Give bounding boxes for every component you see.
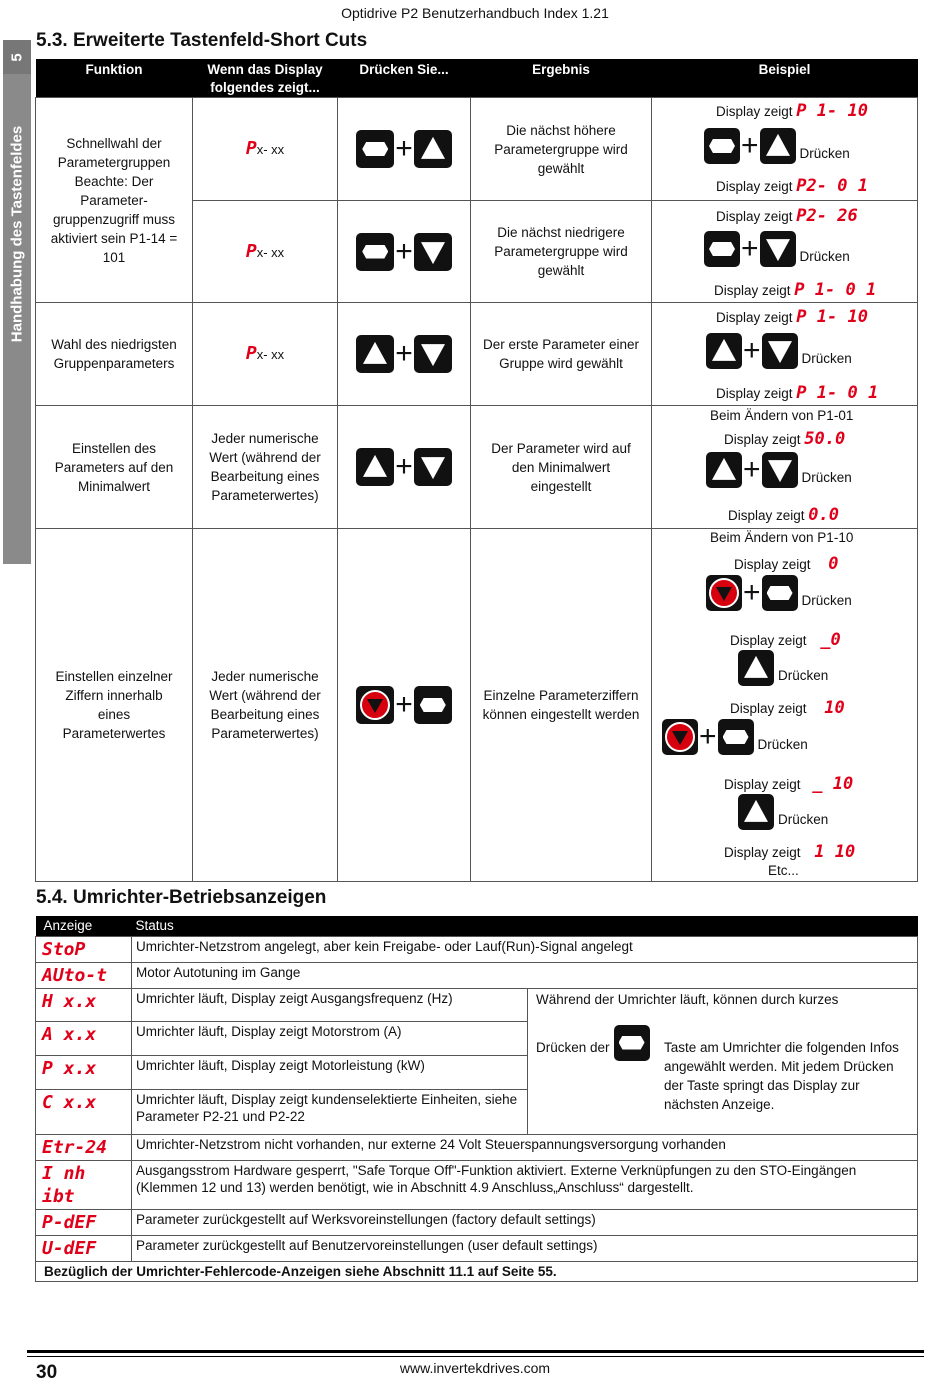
footer-website: www.invertekdrives.com bbox=[399, 1360, 551, 1376]
plus-icon: + bbox=[395, 450, 413, 483]
plus-icon: + bbox=[699, 720, 717, 753]
table-row bbox=[36, 529, 918, 882]
ergebnis-cell: Die nächst höhere Parametergruppe wird gewählt bbox=[471, 98, 652, 201]
table-row bbox=[36, 1134, 918, 1160]
keys-cell bbox=[338, 406, 471, 529]
down-key-icon bbox=[762, 452, 798, 488]
col-status: Status bbox=[132, 916, 918, 936]
beispiel-cell: Display zeigt P2- 26 + Drücken Display zeigt P 1- 0 1 bbox=[652, 201, 918, 303]
plus-icon: + bbox=[395, 337, 413, 370]
up-key-icon bbox=[414, 130, 452, 168]
navigate-key-icon bbox=[704, 128, 740, 164]
table-row bbox=[36, 1160, 918, 1209]
segment-code: P x.x bbox=[42, 1058, 97, 1080]
chapter-label: Handhabung des Tastenfeldes bbox=[8, 125, 26, 343]
col-druecken: Drücken Sie... bbox=[338, 59, 471, 98]
navigate-key-icon bbox=[356, 233, 394, 271]
plus-icon: + bbox=[743, 334, 761, 367]
status-text: Umrichter läuft, Display zeigt Motorstrom (A) bbox=[132, 1022, 528, 1056]
plus-icon: + bbox=[395, 234, 413, 268]
funktion-cell: Einstellen des Parameters auf den Minimalwert bbox=[36, 406, 193, 529]
section-5-3-title: 5.3. Erweiterte Tastenfeld-Short Cuts bbox=[36, 30, 368, 51]
display-cell: Jeder numerische Wert (während der Bearbeitung eines Parameterwertes) bbox=[193, 529, 338, 882]
ergebnis-cell: Die nächst niedrigere Parametergruppe wird gewählt bbox=[471, 201, 652, 303]
ergebnis-cell: Der Parameter wird auf den Minimalwert eingestellt bbox=[471, 406, 652, 529]
col-beispiel: Beispiel bbox=[652, 59, 918, 98]
down-key-icon bbox=[762, 333, 798, 369]
shortcuts-header-row bbox=[36, 59, 918, 98]
navigate-key-icon bbox=[704, 231, 740, 267]
up-key-icon bbox=[356, 448, 394, 486]
down-key-icon bbox=[414, 448, 452, 486]
col-display: Wenn das Display folgendes zeigt... bbox=[193, 59, 338, 98]
table-row bbox=[36, 98, 918, 201]
plus-icon: + bbox=[741, 129, 759, 162]
display-cell: Px- xx bbox=[193, 303, 338, 406]
down-key-icon bbox=[414, 335, 452, 373]
plus-icon: + bbox=[741, 232, 759, 265]
segment-code: H x.x bbox=[42, 990, 97, 1012]
display-cell: Px- xx bbox=[193, 98, 338, 201]
segment-code: AUto-t bbox=[42, 964, 108, 986]
col-funktion: Funktion bbox=[36, 59, 193, 98]
document-header: Optidrive P2 Benutzerhandbuch Index 1.21 bbox=[341, 5, 609, 21]
status-table bbox=[35, 916, 918, 1282]
plus-icon: + bbox=[743, 453, 761, 486]
beispiel-cell: Beim Ändern von P1-01 Display zeigt 50.0 + Drücken Display zeigt 0.0 bbox=[652, 406, 918, 529]
beispiel-cell: Beim Ändern von P1-10 Display zeigt 0 + Drücken Display zeigt _0 Drücken Display zeigt 10 + Drücken Display zeigt _ 10 Drücken Display zeigt 1 10 Etc... bbox=[652, 529, 918, 882]
status-text: Ausgangsstrom Hardware gesperrt, "Safe Torque Off"-Funktion aktiviert. Externe Verknüpfungen zu den STO-Eingängen (Klemmen 12 und 13) werden benötigt, wie in Abschnitt 4.9 Anschluss„Anschluss“ dargestellt. bbox=[132, 1160, 918, 1209]
navigate-key-icon bbox=[414, 686, 452, 724]
beispiel-cell: Display zeigt P 1- 10 + Drücken Display zeigt P 1- 0 1 bbox=[652, 303, 918, 406]
chapter-side-tab bbox=[3, 40, 31, 564]
keys-cell bbox=[338, 303, 471, 406]
plus-icon: + bbox=[743, 576, 761, 609]
navigate-key-icon bbox=[356, 130, 394, 168]
segment-code: C x.x bbox=[42, 1091, 97, 1113]
page-number: 30 bbox=[36, 1362, 58, 1383]
status-text: Umrichter-Netzstrom nicht vorhanden, nur externe 24 Volt Steuerspannungsversorgung vorhanden bbox=[132, 1134, 918, 1160]
up-key-icon bbox=[706, 333, 742, 369]
footer-rule-thin bbox=[27, 1356, 924, 1357]
up-key-icon bbox=[738, 794, 774, 830]
keys-cell bbox=[338, 98, 471, 201]
table-row bbox=[36, 1235, 918, 1261]
up-key-icon bbox=[760, 128, 796, 164]
stop-key-icon bbox=[662, 719, 698, 755]
shortcuts-table bbox=[35, 59, 918, 882]
segment-code: I nh ibt bbox=[42, 1162, 86, 1207]
segment-code: P-dEF bbox=[42, 1211, 97, 1233]
funktion-cell: Schnellwahl der Parametergruppen Beachte: Der Parameter-gruppenzugriff muss aktiviert sein P1-14 = 101 bbox=[36, 98, 193, 303]
plus-icon: + bbox=[395, 688, 413, 721]
up-key-icon bbox=[706, 452, 742, 488]
table-footnote-row bbox=[36, 1261, 918, 1281]
table-row bbox=[36, 962, 918, 988]
table-row bbox=[36, 988, 918, 1022]
section-5-4-title: 5.4. Umrichter-Betriebsanzeigen bbox=[36, 887, 327, 908]
fault-code-footnote: Bezüglich der Umrichter-Fehlercode-Anzeigen siehe Abschnitt 11.1 auf Seite 55. bbox=[36, 1261, 918, 1281]
ergebnis-cell: Der erste Parameter einer Gruppe wird gewählt bbox=[471, 303, 652, 406]
table-row bbox=[36, 936, 918, 962]
status-text: Umrichter läuft, Display zeigt Motorleistung (kW) bbox=[132, 1056, 528, 1090]
col-anzeige: Anzeige bbox=[36, 916, 132, 936]
down-key-icon bbox=[760, 231, 796, 267]
segment-code: A x.x bbox=[42, 1024, 97, 1046]
funktion-cell: Wahl des niedrigsten Gruppenparameters bbox=[36, 303, 193, 406]
table-row bbox=[36, 1209, 918, 1235]
navigate-key-icon bbox=[762, 575, 798, 611]
table-row bbox=[36, 303, 918, 406]
running-info-note: Während der Umrichter läuft, können durch kurzes Drücken der Taste am Umrichter die folgenden Infos angewählt werden. Mit jedem Drücken der Taste springt das Display zur nächsten Anzeige. bbox=[528, 988, 918, 1134]
plus-icon: + bbox=[395, 132, 413, 165]
status-text: Umrichter läuft, Display zeigt Ausgangsfrequenz (Hz) bbox=[132, 988, 528, 1022]
segment-code: StoP bbox=[42, 938, 86, 960]
segment-code: U-dEF bbox=[42, 1237, 97, 1259]
keys-cell bbox=[338, 201, 471, 303]
status-text: Umrichter-Netzstrom angelegt, aber kein Freigabe- oder Lauf(Run)-Signal angelegt bbox=[132, 936, 918, 962]
display-cell: Px- xx bbox=[193, 201, 338, 303]
col-ergebnis: Ergebnis bbox=[471, 59, 652, 98]
stop-key-icon bbox=[706, 575, 742, 611]
beispiel-cell: Display zeigt P 1- 10 + Drücken Display zeigt P2- 0 1 bbox=[652, 98, 918, 201]
table-row bbox=[36, 406, 918, 529]
footer-rule bbox=[27, 1350, 924, 1353]
status-text: Parameter zurückgestellt auf Benutzervoreinstellungen (user default settings) bbox=[132, 1235, 918, 1261]
ergebnis-cell: Einzelne Parameterziffern können eingestellt werden bbox=[471, 529, 652, 882]
display-cell: Jeder numerische Wert (während der Bearbeitung eines Parameterwertes) bbox=[193, 406, 338, 529]
segment-code: Etr-24 bbox=[42, 1136, 108, 1158]
status-header-row bbox=[36, 916, 918, 936]
chapter-number: 5 bbox=[3, 40, 31, 74]
navigate-key-icon bbox=[718, 719, 754, 755]
down-key-icon bbox=[414, 233, 452, 271]
status-text: Motor Autotuning im Gange bbox=[132, 962, 918, 988]
status-text: Parameter zurückgestellt auf Werksvoreinstellungen (factory default settings) bbox=[132, 1209, 918, 1235]
status-text: Umrichter läuft, Display zeigt kundenselektierte Einheiten, siehe Parameter P2-21 und P2-22 bbox=[132, 1089, 528, 1134]
funktion-cell: Einstellen einzelner Ziffern innerhalb eines Parameterwertes bbox=[36, 529, 193, 882]
stop-key-icon bbox=[356, 686, 394, 724]
up-key-icon bbox=[356, 335, 394, 373]
segment-display: P bbox=[245, 138, 257, 159]
keys-cell bbox=[338, 529, 471, 882]
up-key-icon bbox=[738, 650, 774, 686]
